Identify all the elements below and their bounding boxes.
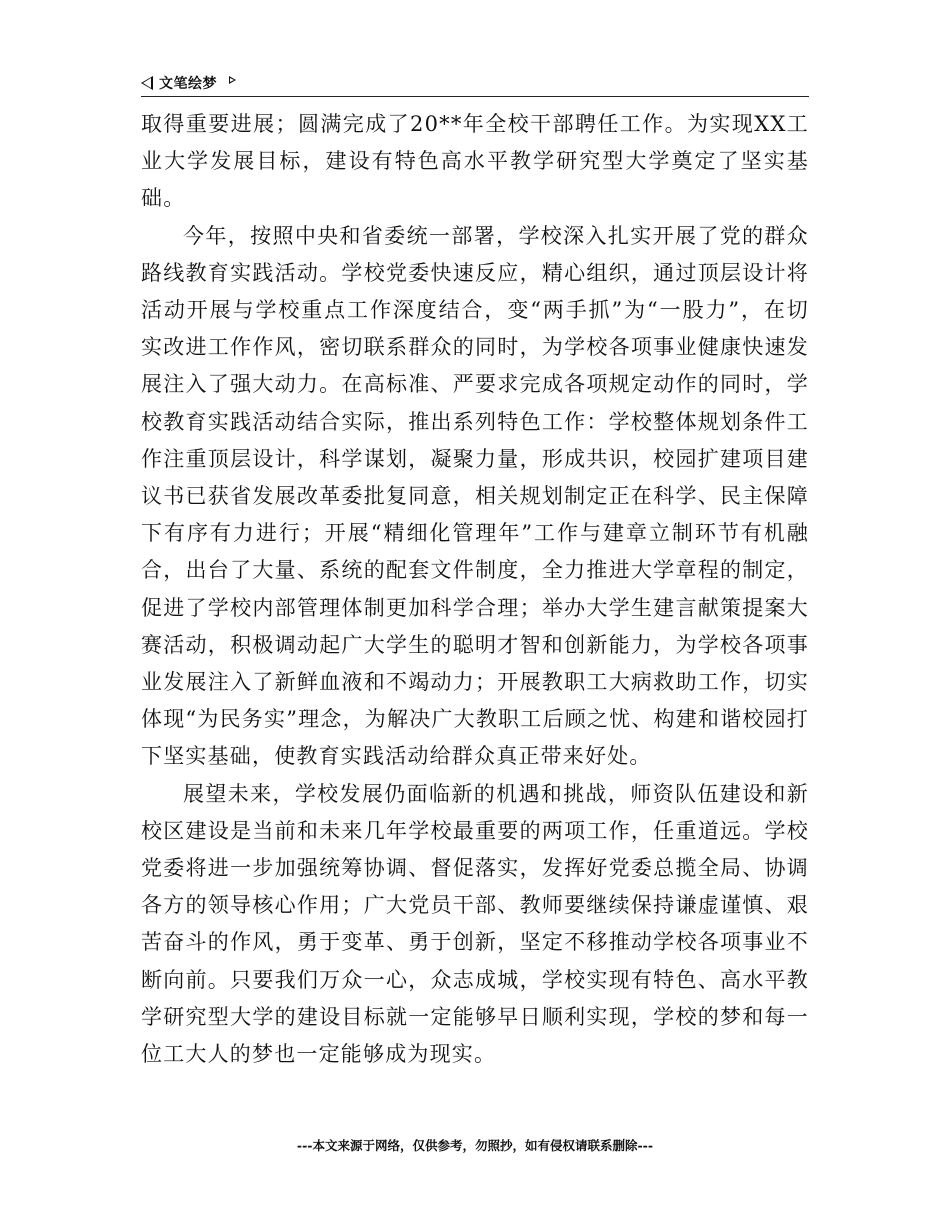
paragraph-continuation: 取得重要进展；圆满完成了20**年全校干部聘任工作。为实现XX工业大学发展目标，建设有特色高水平教学研究型大学奠定了坚实基础。 bbox=[141, 112, 809, 211]
brand-title: 文笔绘梦 bbox=[159, 76, 217, 92]
paragraph-practice-activities: 今年，按照中央和省委统一部署，学校深入扎实开展了党的群众路线教育实践活动。学校党委快速反应，精心组织，通过顶层设计将活动开展与学校重点工作深度结合，变“两手抓”为“一股力”，在切实改进工作作风，密切联系群众的同时，为学校各项事业健康快速发展注入了强大动力。在高标准、严要求完成各项规定动作的同时，学校教育实践活动结合实际，推出系列特色工作：学校整体规划条件工作注重顶层设计，科学谋划，凝聚力量，形成共识，校园扩建项目建议书已获省发展改革委批复同意，相关规划制定正在科学、民主保障下有序有力进行；开展“精细化管理年”工作与建章立制环节有机融合，出台了大量、系统的配套文件制度，全力推进大学章程的制定，促进了学校内部管理体制更加科学合理；举办大学生建言献策提案大赛活动，积极调动起广大学生的聪明才智和创新能力，为学校各项事业发展注入了新鲜血液和不竭动力；开展教职工大病救助工作，切实体现“为民务实”理念，为解决广大教职工后顾之忧、构建和谐校园打下坚实基础，使教育实践活动给群众真正带来好处。 bbox=[141, 223, 809, 769]
document-body bbox=[141, 106, 809, 1073]
header-divider bbox=[141, 96, 809, 97]
footer-disclaimer: ---本文来源于网络，仅供参考，勿照抄，如有侵权请联系删除--- bbox=[296, 1138, 654, 1153]
paragraph-outlook: 展望未来，学校发展仍面临新的机遇和挑战，师资队伍建设和新校区建设是当前和未来几年学校最重要的两项工作，任重道远。学校党委将进一步加强统筹协调、督促落实，发挥好党委总揽全局、协调各方的领导核心作用；广大党员干部、教师要继续保持谦虚谨慎、艰苦奋斗的作风，勇于变革、勇于创新，坚定不移推动学校各项事业不断向前。只要我们万众一心，众志成城，学校实现有特色、高水平教学研究型大学的建设目标就一定能够早日顺利实现，学校的梦和每一位工大人的梦也一定能够成为现实。 bbox=[141, 781, 809, 1067]
forward-triangle-icon[interactable] bbox=[229, 76, 236, 84]
back-triangle-icon[interactable] bbox=[141, 76, 153, 90]
page-header bbox=[141, 70, 809, 96]
